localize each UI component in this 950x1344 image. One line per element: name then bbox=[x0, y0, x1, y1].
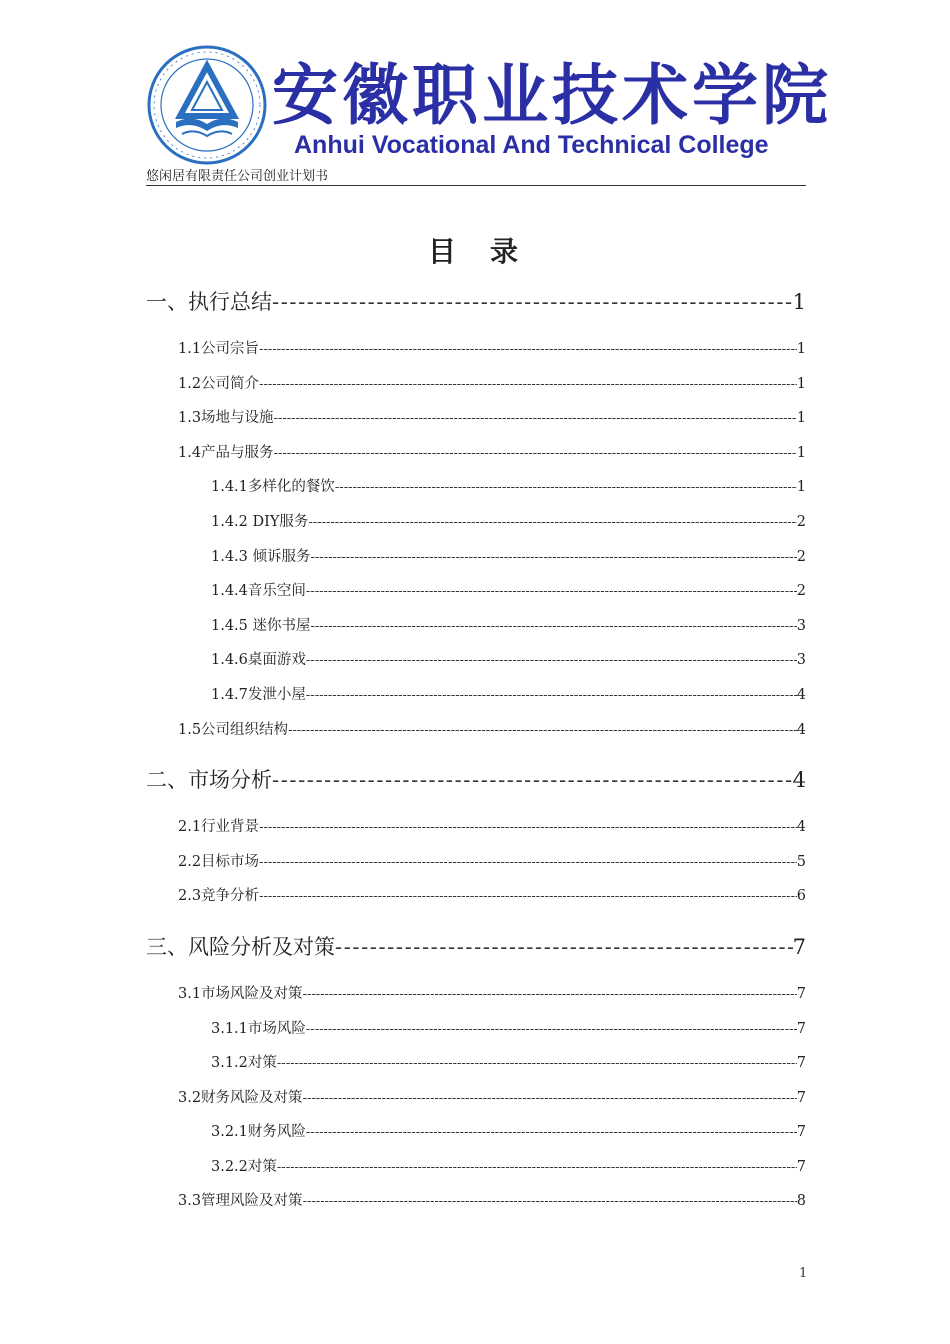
college-logo bbox=[146, 44, 268, 166]
toc-title: 目录 bbox=[428, 235, 553, 268]
toc-page-number: 5 bbox=[796, 853, 806, 870]
toc-entry[interactable] bbox=[211, 1012, 806, 1047]
toc-entry[interactable] bbox=[146, 763, 806, 798]
toc-entry[interactable] bbox=[178, 1081, 806, 1116]
toc-leader bbox=[335, 930, 793, 965]
toc-entry-text: 3.1市场风险及对策 bbox=[178, 985, 303, 1002]
toc-entry[interactable] bbox=[211, 609, 806, 644]
toc-page-number: 6 bbox=[796, 888, 806, 905]
toc-entry-text: 1.2公司简介 bbox=[178, 375, 260, 392]
toc-leader bbox=[274, 437, 797, 471]
toc-page-number: 7 bbox=[796, 1089, 806, 1106]
toc-leader bbox=[303, 1185, 797, 1219]
toc-entry[interactable] bbox=[211, 1115, 806, 1150]
toc-entry[interactable] bbox=[211, 678, 806, 713]
toc-entry[interactable] bbox=[211, 540, 806, 575]
toc-leader bbox=[335, 471, 797, 505]
toc-entry-text: 三、风险分析及对策 bbox=[146, 934, 335, 959]
college-name-cn: 安徽职业技术学院 bbox=[272, 56, 832, 134]
toc-entry-text: 1.4.4音乐空间 bbox=[211, 583, 306, 600]
toc-page-number: 1 bbox=[796, 375, 806, 392]
toc-entry[interactable] bbox=[211, 574, 806, 609]
toc-leader bbox=[306, 1013, 797, 1047]
toc-entry[interactable] bbox=[178, 713, 806, 748]
toc-page-number: 1 bbox=[796, 341, 806, 357]
toc-page-number: 2 bbox=[796, 548, 806, 565]
toc-entry[interactable] bbox=[211, 505, 806, 540]
toc-entry[interactable] bbox=[178, 845, 806, 880]
toc-entry[interactable] bbox=[178, 332, 806, 367]
table-of-contents bbox=[0, 283, 950, 1219]
toc-page-number: 1 bbox=[796, 444, 806, 461]
toc-entry-text: 1.4.3 倾诉服务 bbox=[211, 548, 311, 565]
toc-page-number: 4 bbox=[796, 686, 806, 703]
toc-entry-text: 2.3竞争分析 bbox=[178, 888, 260, 905]
toc-entry-text: 3.2.2对策 bbox=[211, 1158, 277, 1175]
toc-entry-text: 3.1.1市场风险 bbox=[211, 1020, 306, 1037]
toc-entry[interactable] bbox=[178, 436, 806, 471]
toc-leader bbox=[303, 1082, 797, 1116]
toc-leader bbox=[303, 978, 797, 1012]
toc-page-number: 2 bbox=[796, 513, 806, 530]
toc-entry-text: 1.5公司组织结构 bbox=[178, 721, 289, 738]
toc-entry[interactable] bbox=[178, 977, 806, 1012]
document-header: 悠闲居有限责任公司创业计划书 bbox=[146, 169, 329, 184]
toc-entry[interactable] bbox=[178, 810, 806, 845]
toc-page-number: 4 bbox=[796, 721, 806, 738]
toc-page-number: 7 bbox=[796, 1055, 806, 1072]
college-name-en: Anhui Vocational And Technical College bbox=[294, 131, 769, 159]
toc-entry[interactable] bbox=[146, 285, 806, 320]
toc-leader bbox=[288, 714, 797, 748]
toc-leader bbox=[259, 880, 797, 914]
toc-entry-text: 3.2财务风险及对策 bbox=[178, 1089, 303, 1106]
toc-entry-text: 1.1公司宗旨 bbox=[178, 341, 260, 357]
toc-page-number: 7 bbox=[796, 985, 806, 1002]
toc-leader bbox=[259, 846, 797, 880]
toc-entry[interactable] bbox=[211, 643, 806, 678]
toc-entry-text: 1.4.5 迷你书屋 bbox=[211, 617, 311, 634]
toc-page-number: 8 bbox=[796, 1193, 806, 1210]
toc-entry-text: 3.1.2对策 bbox=[211, 1055, 277, 1072]
toc-entry[interactable] bbox=[211, 1150, 806, 1185]
header-divider bbox=[146, 185, 806, 186]
toc-entry-text: 1.3场地与设施 bbox=[178, 410, 274, 427]
toc-page-number: 3 bbox=[796, 617, 806, 634]
toc-page-number: 2 bbox=[796, 583, 806, 600]
page-number: 1 bbox=[799, 1266, 808, 1281]
toc-page-number: 7 bbox=[796, 1158, 806, 1175]
toc-leader bbox=[306, 679, 797, 713]
toc-entry-text: 3.2.1财务风险 bbox=[211, 1124, 306, 1141]
toc-leader bbox=[308, 506, 796, 540]
toc-entry[interactable] bbox=[178, 401, 806, 436]
toc-entry-text: 1.4产品与服务 bbox=[178, 444, 274, 461]
toc-page-number: 4 bbox=[792, 768, 806, 793]
toc-entry-text: 1.4.6桌面游戏 bbox=[211, 652, 306, 669]
toc-page-number: 7 bbox=[792, 934, 806, 959]
toc-page-number: 4 bbox=[796, 819, 806, 836]
toc-entry-text: 1.4.2 DIY服务 bbox=[211, 513, 309, 530]
toc-leader bbox=[259, 811, 797, 845]
toc-page-number: 1 bbox=[796, 479, 806, 496]
toc-leader bbox=[272, 285, 793, 320]
toc-entry-text: 1.4.7发泄小屋 bbox=[211, 686, 306, 703]
toc-entry-text: 二、市场分析 bbox=[146, 768, 272, 793]
toc-page-number: 1 bbox=[792, 290, 806, 314]
toc-leader bbox=[306, 644, 797, 678]
toc-leader bbox=[259, 368, 797, 402]
toc-leader bbox=[259, 333, 797, 367]
toc-leader bbox=[311, 541, 797, 575]
toc-entry[interactable] bbox=[178, 367, 806, 402]
toc-entry[interactable] bbox=[178, 879, 806, 914]
toc-leader bbox=[277, 1047, 797, 1081]
toc-leader bbox=[272, 763, 793, 798]
toc-leader bbox=[274, 402, 797, 436]
toc-leader bbox=[306, 575, 797, 609]
toc-entry[interactable] bbox=[146, 930, 806, 965]
toc-page-number: 7 bbox=[796, 1020, 806, 1037]
toc-page-number: 1 bbox=[796, 410, 806, 427]
toc-leader bbox=[306, 1116, 797, 1150]
toc-entry-text: 2.2目标市场 bbox=[178, 853, 260, 870]
toc-entry-text: 3.3管理风险及对策 bbox=[178, 1193, 303, 1210]
toc-entry[interactable] bbox=[211, 470, 806, 505]
toc-entry-text: 一、执行总结 bbox=[146, 290, 272, 314]
toc-leader bbox=[277, 1151, 797, 1185]
toc-leader bbox=[311, 610, 797, 644]
toc-entry[interactable] bbox=[178, 1184, 806, 1219]
toc-page-number: 7 bbox=[796, 1124, 806, 1141]
toc-page-number: 3 bbox=[796, 652, 806, 669]
toc-entry-text: 2.1行业背景 bbox=[178, 819, 260, 836]
toc-entry-text: 1.4.1多样化的餐饮 bbox=[211, 479, 335, 496]
toc-entry[interactable] bbox=[211, 1046, 806, 1081]
